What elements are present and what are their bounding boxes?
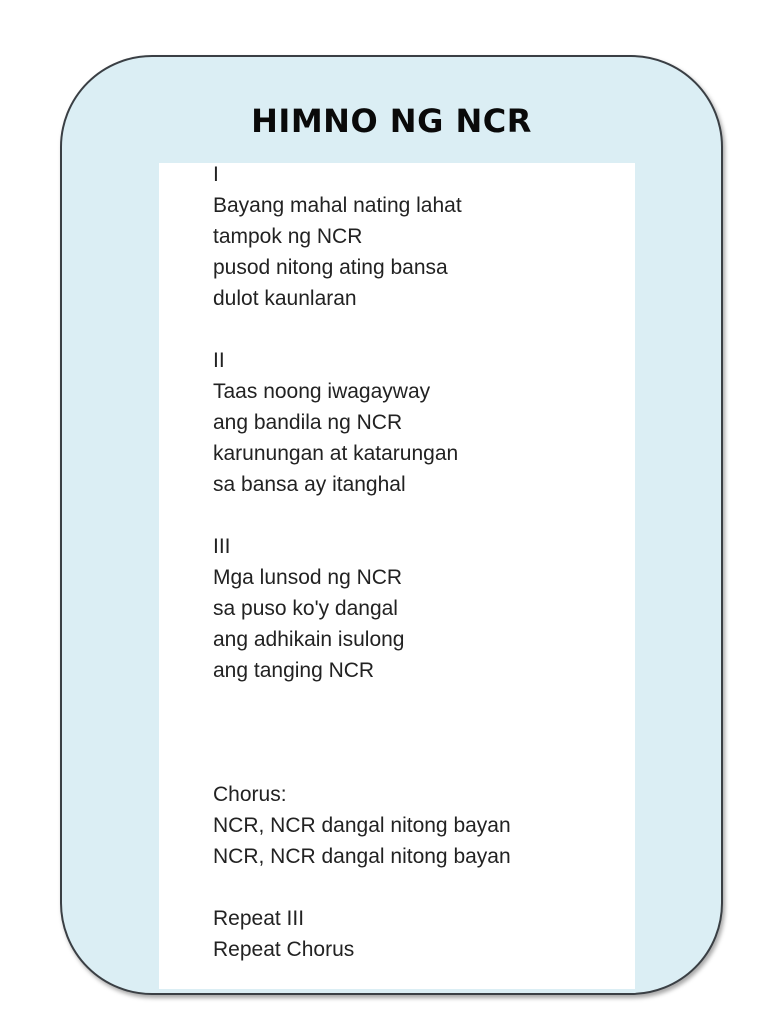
lyric-line: sa bansa ay itanghal [213, 473, 406, 496]
lyric-line: sa puso ko'y dangal [213, 597, 398, 620]
chorus-label: Chorus: [213, 783, 287, 806]
verse-numeral: III [213, 535, 231, 558]
stanza-gap [213, 872, 511, 903]
lyric-line: dulot kaunlaran [213, 287, 357, 310]
lyric-line: Bayang mahal nating lahat [213, 194, 462, 217]
lyric-line: pusod nitong ating bansa [213, 256, 448, 279]
repeat-instruction: Repeat III [213, 907, 305, 930]
verse-numeral: II [213, 349, 225, 372]
lyric-line: Taas noong iwagayway [213, 380, 431, 403]
lyrics-body [213, 159, 511, 965]
lyric-line: Mga lunsod ng NCR [213, 566, 403, 589]
chorus-line: NCR, NCR dangal nitong bayan [213, 814, 511, 837]
repeat-instruction: Repeat Chorus [213, 938, 355, 961]
stanza-gap [213, 500, 511, 531]
chorus-line: NCR, NCR dangal nitong bayan [213, 845, 511, 868]
verse-numeral: I [213, 163, 219, 186]
hymn-title: HIMNO NG NCR [251, 102, 532, 140]
stanza-gap [213, 686, 511, 779]
lyrics-sheet [159, 163, 635, 989]
lyric-line: ang adhikain isulong [213, 628, 405, 651]
stanza-gap [213, 314, 511, 345]
lyric-line: karunungan at katarungan [213, 442, 459, 465]
hymn-card [60, 55, 723, 995]
lyric-line: ang tanging NCR [213, 659, 375, 682]
lyric-line: ang bandila ng NCR [213, 411, 403, 434]
lyric-line: tampok ng NCR [213, 225, 363, 248]
